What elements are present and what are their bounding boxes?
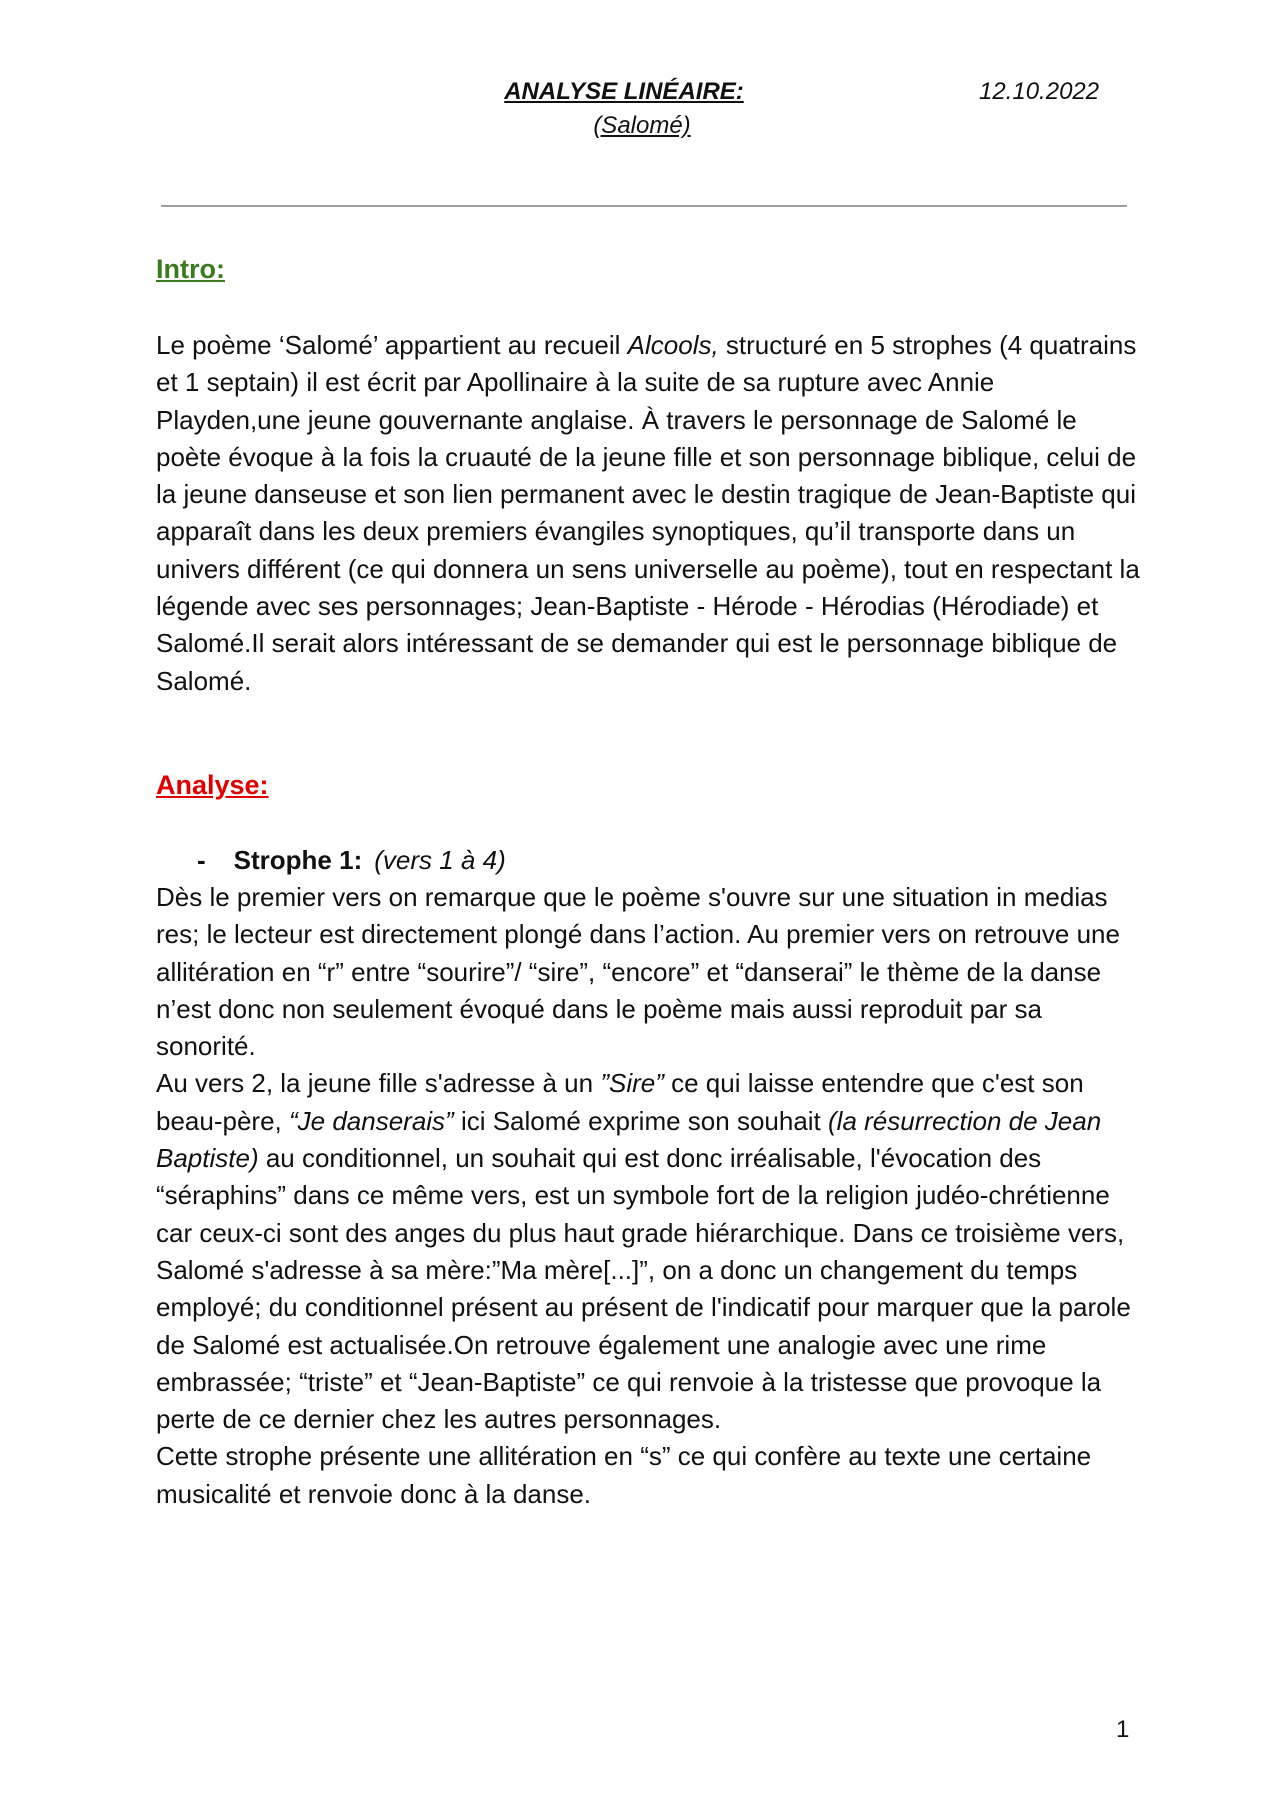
strophe-1-heading [197, 843, 506, 877]
strophe-1-range: (vers 1 à 4) [374, 845, 506, 875]
p2-part-c: ici Salomé exprime son souhait [453, 1105, 829, 1136]
intro-paragraph [156, 327, 1146, 700]
horizontal-divider [161, 205, 1127, 207]
intro-text-alcools: Alcools, [627, 330, 719, 360]
p2-resurrection: (la résurrection de Jean Baptiste) [156, 1105, 1102, 1174]
analyse-heading: Analyse: [156, 770, 269, 800]
intro-heading: Intro: [156, 254, 225, 284]
strophe-1-paragraph-1: Dès le premier vers on remarque que le poème s'ouvre sur une situation in medias res; le lecteur est directement plongé dans l’action. Au premier vers on retrouve une allitération en “r” entre “sourire”/ “sire”, “encore” et “danserai” le thème de la danse n’est donc non seulement évoqué dans le poème mais aussi reproduit par sa sonorité. [156, 882, 1120, 1062]
p2-part-b: ce qui laisse entendre que c'est son beau-père, [156, 1068, 1084, 1136]
p2-part-a: Au vers 2, la jeune fille s'adresse à un [156, 1068, 601, 1099]
p2-je-danserais: “Je danserais” [288, 1105, 454, 1136]
document-title-text: ANALYSE LINÉAIRE: [504, 78, 744, 105]
strophe-1-paragraph-2 [156, 1065, 1146, 1438]
strophe-1-label: Strophe 1: [233, 845, 363, 875]
strophe-1-analysis [156, 879, 1146, 1513]
document-subtitle-text: (Salomé) [593, 112, 691, 139]
strophe-1-paragraph-3: Cette strophe présente une allitération en “s” ce qui confère au texte une certaine musicalité et renvoie donc à la danse. [156, 1441, 1092, 1509]
intro-text-part-b: structuré en 5 strophes (4 quatrains et 1 septain) il est écrit par Apollinaire à la suite de sa rupture avec Annie Playden,une jeune gouvernante anglaise. À travers le personnage de Salomé le poète évoque à la fois la cruauté de la jeune fille et son personnage biblique, celui de la jeune danseuse et son lien permanent avec le destin tragique de Jean-Baptiste qui apparaît dans les deux premiers évangiles synoptiques, qu’il transporte dans un univers différent (ce qui donnera un sens universelle au poème), tout en respectant la légende avec ses personnages; Jean-Baptiste - Hérode - Hérodias (Hérodiade) et Salomé.Il serait alors intéressant de se demander qui est le personnage biblique de Salomé. [156, 330, 1140, 696]
p2-part-d: au conditionnel, un souhait qui est donc irréalisable, l'évocation des “séraphins” dans ce même vers, est un symbole fort de la religion judéo-chrétienne car ceux-ci sont des anges du plus haut grade hiérarchique. Dans ce troisième vers, Salomé s'adresse à sa mère:”Ma mère[...]”, on a donc un changement du temps employé; du conditionnel présent au présent de l'indicatif pour marquer que la parole de Salomé est actualisée.On retrouve également une analogie avec une rime embrassée; “triste” et “Jean-Baptiste” ce qui renvoie à la tristesse que provoque la perte de ce dernier chez les autres personnages. [156, 1143, 1131, 1435]
document-date: 12.10.2022 [979, 78, 1100, 105]
page-number: 1 [1116, 1716, 1130, 1743]
list-bullet-dash: - [197, 845, 206, 875]
document-subtitle [0, 112, 1280, 140]
p2-sire: ”Sire” [600, 1068, 664, 1099]
intro-text-part-a: Le poème ‘Salomé’ appartient au recueil [156, 330, 628, 360]
